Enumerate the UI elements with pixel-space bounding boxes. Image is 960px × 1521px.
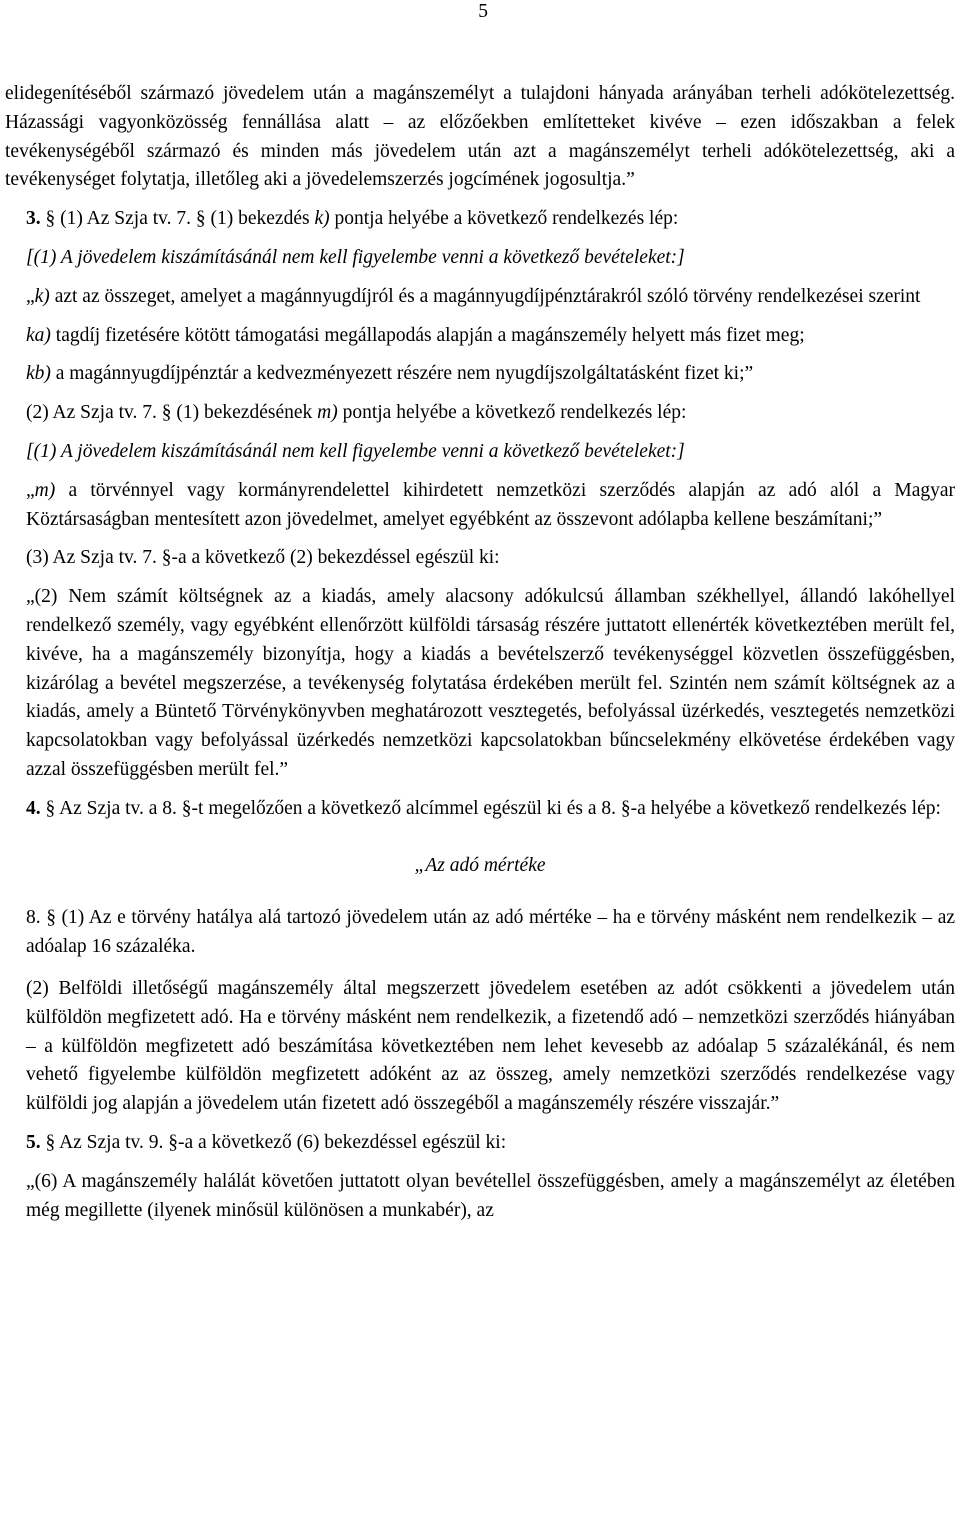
paragraph-9-6: „(6) A magánszemély halálát követően juttatott olyan bevétellel összefüggésben, amely a magánszemélyt az életében még megillette (ilyenek minősül különösen a munkabér), az (26, 1170, 955, 1221)
section-3-para-2: (2) Az Szja tv. 7. § (1) bekezdésének m) pontja helyébe a következő rendelkezés lép: (26, 402, 687, 424)
paragraph-2-cost: „(2) Nem számít költségnek az a kiadás, amely alacsony adókulcsú államban székhellyel, állandó lakóhellyel rendelkező személy, vagy egyébként ellenőrzött külföldi társaság részére juttatott ellenérték következtében merült fel, kivéve, ha a magánszemély bizonyítja, hogy a kiadás a bevételszerző tevékenységgel közvetlen összefüggésben, kizárólag a bevétel megszerzése, a tevékenység folytatása érdekében merült fel. Szintén nem számít költségnek az a kiadás, amely a Büntető Törvénykönyvben meghatározott vesztegetés, befolyással üzérkedés, vesztegetés nemzetközi kapcsolatokban vagy befolyással üzérkedés nemzetközi kapcsolatokban bűncselekmény elkövetése érdekében vagy azzal összefüggésben merült fel.” (26, 586, 955, 780)
section-5-sign: § (45, 1131, 56, 1153)
point-kb: kb) a magánnyugdíjpénztár a kedvezményezett részére nem nyugdíjszolgáltatásként fizet ki;” (26, 363, 754, 385)
paragraph-8-1: 8. § (1) Az e törvény hatálya alá tartozó jövedelem után az adó mértéke – ha e törvény másként nem rendelkezik – az adóalap 16 százaléka. (26, 907, 955, 958)
section-4-sign: § (45, 797, 56, 819)
point-k: „k) azt az összeget, amelyet a magánnyugdíjról és a magánnyugdíjpénztárakról szóló törvény rendelkezései szerint (26, 285, 921, 307)
point-m: „m) a törvénnyel vagy kormányrendelettel kihirdetett nemzetközi szerződés alapján az adó alól a Magyar Köztársaságban mentesített azon jövedelmet, amelyet egyébként az összevont adólapba kellene beszámítani;” (26, 479, 956, 530)
section-3-para-3: (3) Az Szja tv. 7. §-a a következő (2) bekezdéssel egészül ki: (26, 547, 500, 569)
paragraph-intro: elidegenítéséből származó jövedelem után a magánszemélyt a tulajdoni hányada arányában terheli adókötelezettség. Házassági vagyonközösség fennállása alatt – az előzőekben említetteket kivéve – ezen időszakban a felek tevékenységéből származó és minden más jövedelem után azt a magánszemélyt terheli adókötelezettség, aki a tevékenységet folytatja, illetőleg aki a jövedelemszerzés jogcímének jogosultja.” (5, 83, 955, 191)
page-number: 5 (478, 1, 488, 22)
section-5-heading: 5. § Az Szja tv. 9. §-a a következő (6) bekezdéssel egészül ki: (26, 1131, 507, 1153)
bracket-note-2: [(1) A jövedelem kiszámításánál nem kell figyelembe venni a következő bevételeket:] (26, 440, 685, 462)
section-4-heading: 4. § Az Szja tv. a 8. §-t megelőzően a következő alcímmel egészül ki és a 8. §-a helyébe a következő rendelkezés lép: (26, 797, 941, 819)
section-3-number: 3. (26, 208, 41, 230)
subtitle: „Az adó mértéke (414, 854, 546, 876)
section-3-sign: § (45, 208, 56, 230)
section-3-heading: 3. § (1) Az Szja tv. 7. § (1) bekezdés k) pontja helyébe a következő rendelkezés lép: (26, 208, 679, 230)
bracket-note-1: [(1) A jövedelem kiszámításánál nem kell figyelembe venni a következő bevételeket:] (26, 246, 685, 268)
paragraph-8-2: (2) Belföldi illetőségű magánszemély által megszerzett jövedelem esetében az adót csökkenti a jövedelem után külföldön megfizetett adó. Ha e törvény másként nem rendelkezik, a fizetendő adó – nemzetközi szerződés hiányában – a külföldön megfizetett adó beszámítása következtében nem lehet kevesebb az adóalap 5 százalékánál, és nem vehető figyelembe külföldön megfizetett adóként az az összeg, amely nemzetközi szerződés rendelkezése vagy külföldi jog alapján a jövedelem után fizetett adó összegéből a magánszemély részére visszajár.” (26, 977, 955, 1115)
section-4-number: 4. (26, 797, 41, 819)
point-ka: ka) tagdíj fizetésére kötött támogatási megállapodás alapján a magánszemély helyett más fizet meg; (26, 324, 805, 346)
section-5-number: 5. (26, 1131, 41, 1153)
